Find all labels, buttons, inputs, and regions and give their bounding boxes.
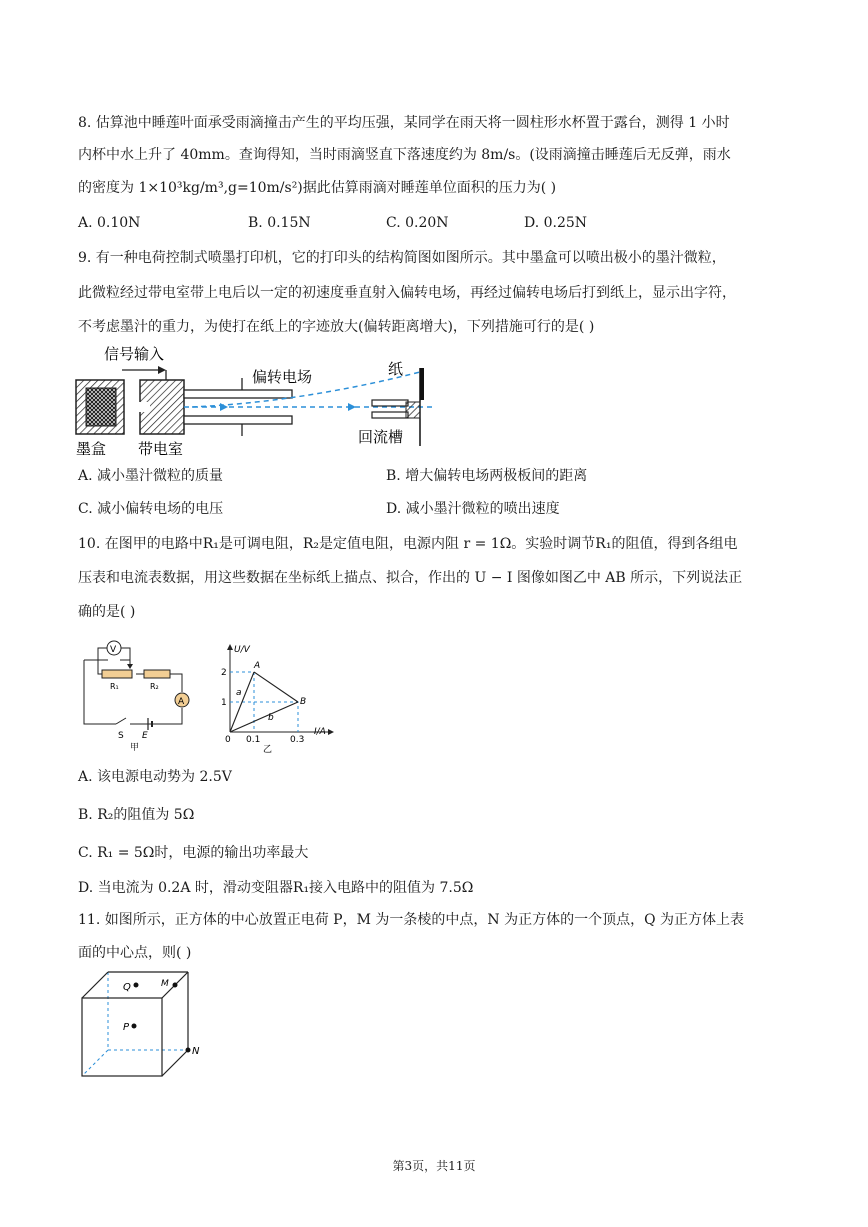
x-tick-03: 0.3 (290, 735, 305, 745)
q8-option-c: C. 0.20N (386, 215, 449, 231)
q8-option-a: A. 0.10N (78, 215, 141, 231)
circuit-diagram (78, 636, 198, 754)
charge-room-label: 带电室 (138, 440, 184, 458)
point-m-label: M (161, 979, 169, 989)
r1-label: R₁ (110, 682, 119, 691)
ink-box-core (86, 388, 116, 426)
q8-option-d: D. 0.25N (524, 215, 588, 231)
cube-figure (76, 968, 216, 1084)
q9-line-1: 9. 有一种电荷控制式喷墨打印机，它的打印头的结构简图如图所示。其中墨盒可以喷出极小的墨汁微粒， (78, 250, 726, 266)
graph-caption: 乙 (263, 745, 273, 754)
q8-option-b: B. 0.15N (248, 215, 311, 231)
point-p-label: P (123, 1022, 130, 1033)
r1-resistor (102, 670, 132, 678)
return-tank-shape (372, 400, 408, 406)
q10-line-2: 压表和电流表数据，用这些数据在坐标纸上描点、拟合，作出的 U − I 图像如图乙中 AB 所示，下列说法正 (78, 570, 743, 586)
point-q-label: Q (123, 982, 131, 993)
q9-option-d: D. 减小墨汁微粒的喷出速度 (386, 501, 560, 517)
q9-option-c: C. 减小偏转电场的电压 (78, 501, 224, 517)
voltmeter-symbol: V (110, 645, 117, 655)
lower-plate (184, 416, 292, 424)
line-b-label: b (268, 713, 274, 723)
x-tick-0: 0 (225, 735, 231, 745)
y-axis-label: U/V (234, 645, 250, 655)
y-tick-2: 2 (221, 668, 227, 678)
q9-line-3: 不考虑墨汁的重力，为使打在纸上的字迹放大(偏转距离增大)，下列措施可行的是( ) (78, 319, 595, 335)
q10-line-3: 确的是( ) (78, 604, 136, 620)
line-a-label: a (236, 688, 242, 698)
q10-option-d: D. 当电流为 0.2A 时，滑动变阻器R₁接入电路中的阻值为 7.5Ω (78, 880, 474, 896)
x-tick-01: 0.1 (246, 735, 261, 745)
point-n-label: N (192, 1046, 200, 1057)
q11-line-1: 11. 如图所示，正方体的中心放置正电荷 P，M 为一条棱的中点，N 为正方体的一个顶点，Q 为正方体上表 (78, 912, 744, 928)
q8-line-2: 内杯中水上升了 40mm。查询得知，当时雨滴竖直下落速度约为 8m/s。(设雨滴撞击睡莲后无反弹，雨水 (78, 147, 731, 163)
return-tank-label: 回流槽 (358, 428, 404, 446)
point-b-label: B (300, 697, 307, 707)
ui-graph (216, 640, 336, 754)
q8-line-1: 8. 估算池中睡莲叶面承受雨滴撞击产生的平均压强，某同学在雨天将一圆柱形水杯置于露台，测得 1 小时 (78, 115, 730, 131)
y-tick-1: 1 (221, 698, 227, 708)
ammeter-symbol: A (178, 697, 185, 707)
switch-label: S (118, 731, 124, 741)
point-a-label: A (254, 661, 261, 671)
inkjet-printer-figure (72, 342, 442, 460)
circuit-caption: 甲 (130, 743, 140, 753)
field-label: 偏转电场 (252, 368, 313, 386)
emf-label: E (142, 731, 148, 741)
paper-label: 纸 (388, 360, 404, 378)
q9-option-b: B. 增大偏转电场两极板间的距离 (386, 468, 588, 484)
q11-line-2: 面的中心点，则( ) (78, 945, 192, 961)
q10-line-1: 10. 在图甲的电路中R₁是可调电阻，R₂是定值电阻，电源内阻 r = 1Ω。实验时调节R₁的阻值，得到各组电 (78, 536, 738, 552)
q8-line-3: 的密度为 1×10³kg/m³,g=10m/s²)据此估算雨滴对睡莲单位面积的压力为( ) (78, 180, 557, 196)
upper-plate (184, 390, 292, 398)
q10-option-a: A. 该电源电动势为 2.5V (78, 769, 232, 785)
q10-option-c: C. R₁ = 5Ω时，电源的输出功率最大 (78, 845, 309, 861)
q9-line-2: 此微粒经过带电室带上电后以一定的初速度垂直射入偏转电场，再经过偏转电场后打到纸上，显示出字符， (78, 285, 736, 301)
x-axis-label: I/A (314, 727, 326, 737)
r2-label: R₂ (150, 682, 159, 691)
r2-resistor (144, 670, 170, 678)
ink-box-label: 墨盒 (76, 440, 107, 458)
q10-option-b: B. R₂的阻值为 5Ω (78, 807, 195, 823)
page-footer: 第3页，共11页 (392, 1159, 476, 1173)
signal-input-label: 信号输入 (104, 345, 165, 363)
line-ab (254, 672, 298, 702)
q9-option-a: A. 减小墨汁微粒的质量 (78, 468, 224, 484)
